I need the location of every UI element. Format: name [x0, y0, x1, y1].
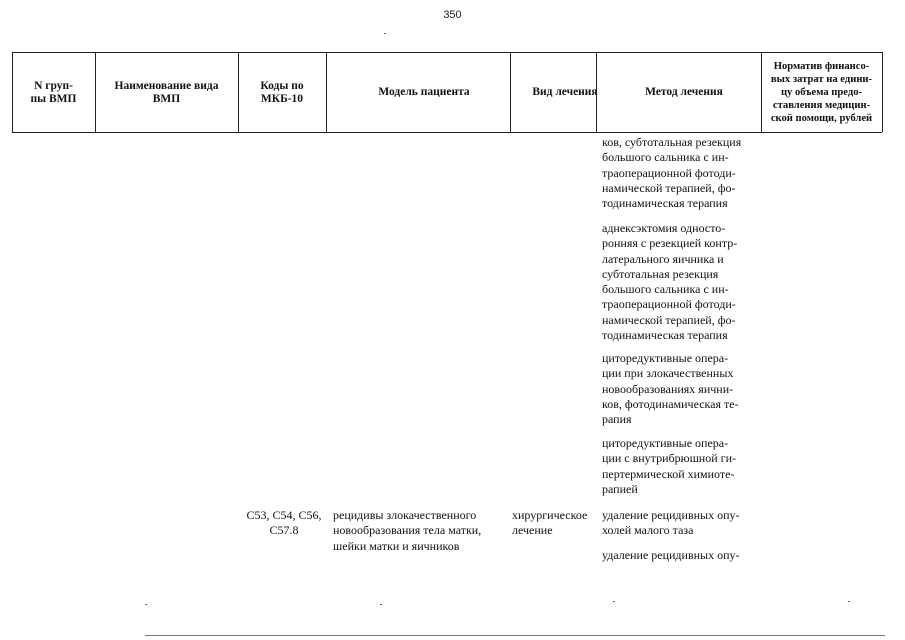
method-text: циторедуктивные опера- ции с внутрибрюшной ги- пертермической химиоте- рапией	[602, 436, 736, 496]
scan-speck	[380, 604, 382, 605]
table-header	[12, 52, 882, 133]
column-divider	[95, 52, 96, 132]
column-divider	[596, 52, 597, 132]
header-group-number: N груп- пы ВМП	[30, 79, 77, 105]
method-text: удаление рецидивных опу- холей малого таза	[602, 508, 740, 538]
header-vmp-name: Наименование вида ВМП	[114, 79, 219, 105]
treatment-type-cell: хирургическое лечение	[512, 508, 588, 538]
icd-codes-cell: C53, C54, C56, C57.8	[246, 508, 322, 538]
header-icd-codes: Коды по МКБ-10	[260, 79, 304, 105]
header-treatment-type: Вид лечения	[532, 86, 598, 98]
patient-model-cell: рецидивы злокачественного новообразования тела матки, шейки матки и яичников	[333, 508, 482, 553]
scan-speck	[613, 601, 615, 602]
scan-speck	[384, 33, 386, 34]
page-number: 350	[443, 9, 462, 21]
column-divider	[761, 52, 762, 132]
header-financial-norm: Норматив финансо- вых затрат на едини- цу объема предо- ставления медицин- ской помощи, рублей	[770, 61, 873, 124]
scan-speck	[848, 601, 850, 602]
column-divider	[238, 52, 239, 132]
method-text: аднексэктомия односто- ронняя с резекцией контр- латерального яичника и субтотальная резекция большого сальника с ин- траоперационной фотоди- намической терапией, фо- тодинамическая терапия	[602, 221, 738, 343]
page-bottom-rule	[145, 635, 885, 636]
method-text: циторедуктивные опера- ции при злокачественных новообразованиях яични- ков, фотодинамическая те- рапия	[602, 351, 739, 427]
column-divider	[882, 52, 883, 132]
scan-speck	[145, 604, 147, 605]
column-divider	[510, 52, 511, 132]
header-patient-model: Модель пациента	[378, 86, 470, 98]
method-text: удаление рецидивных опу-	[602, 548, 740, 562]
header-treatment-method: Метод лечения	[645, 86, 723, 98]
column-divider	[12, 52, 13, 132]
column-divider	[326, 52, 327, 132]
method-text: ков, субтотальная резекция большого сальника с ин- траоперационной фотоди- намической терапией, фо- тодинамическая терапия	[602, 135, 742, 211]
